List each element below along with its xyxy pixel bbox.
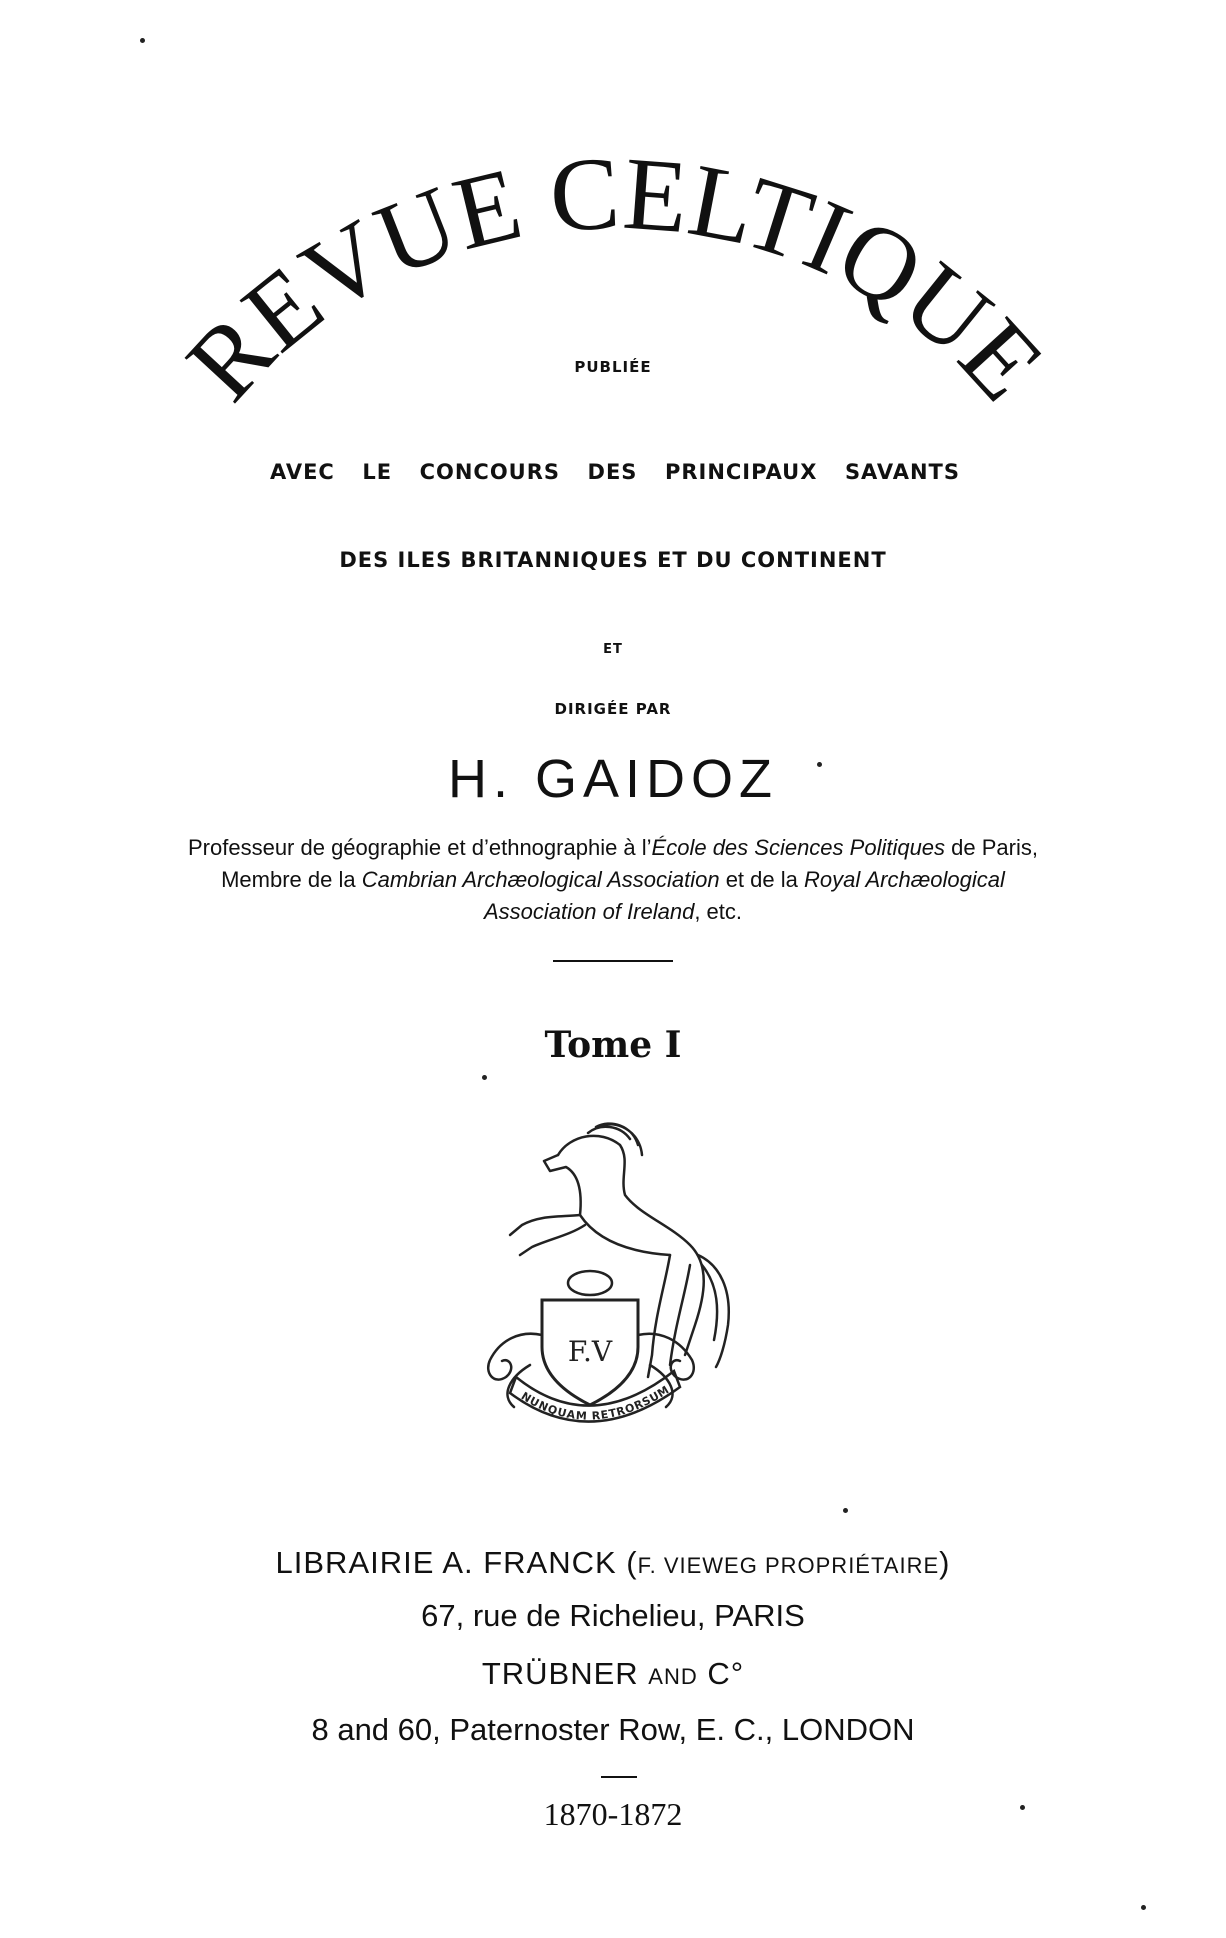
publication-years: 1870-1872 <box>543 1796 683 1832</box>
affil-italic: Association of Ireland <box>483 899 695 924</box>
print-speck <box>1141 1905 1146 1910</box>
affil-italic: Cambrian Archæological Association <box>361 867 720 892</box>
volume-label: Tome I <box>544 1024 682 1066</box>
publisher-address-paris: 67, rue de Richelieu, PARIS <box>421 1598 805 1633</box>
iles-line: DES ILES BRITANNIQUES ET DU CONTINENT <box>339 548 887 572</box>
journal-title <box>165 135 1065 422</box>
affil-italic: Royal Archæological <box>803 867 1005 892</box>
concours-word: LE <box>362 460 393 484</box>
et-label: ET <box>603 642 623 657</box>
publisher-proprietor: F. VIEWEG PROPRIÉTAIRE <box>637 1553 940 1578</box>
emblem-motto-text: NUNQUAM RETRORSUM <box>518 1383 672 1423</box>
affil-text: et de la <box>719 867 804 892</box>
affil-text: , etc. <box>694 899 743 924</box>
affil-text: de Paris, <box>945 835 1038 860</box>
publisher-line-1 <box>0 1545 1226 1581</box>
author-name: H. GAIDOZ <box>447 749 778 809</box>
emblem-monogram: F.V <box>567 1335 613 1368</box>
co-publisher-co: C° <box>697 1656 745 1691</box>
short-rule <box>601 1776 637 1778</box>
horse-emblem-icon <box>470 1115 750 1435</box>
concours-word: AVEC <box>270 460 335 484</box>
publiee-label: PUBLIÉE <box>574 358 652 376</box>
publisher-paren: ) <box>939 1545 951 1580</box>
publisher-address-london: 8 and 60, Paternoster Row, E. C., LONDON <box>311 1712 915 1747</box>
publisher-line-3 <box>0 1656 1226 1692</box>
concours-word: PRINCIPAUX <box>664 460 818 484</box>
concours-line <box>270 460 960 484</box>
affil-text: Membre de la <box>221 867 362 892</box>
print-speck <box>1020 1805 1025 1810</box>
journal-title-text: REVUE CELTIQUE <box>164 135 1066 422</box>
affil-text: Professeur de géographie et d’ethnographie à l’ <box>188 835 652 860</box>
concours-word: SAVANTS <box>844 460 960 484</box>
print-speck <box>140 38 145 43</box>
author-affiliation <box>0 832 1226 928</box>
affil-italic: École des Sciences Politiques <box>651 835 946 860</box>
print-speck <box>482 1075 487 1080</box>
print-speck <box>843 1508 848 1513</box>
co-publisher-name: TRÜBNER <box>481 1656 649 1691</box>
affiliation-line-2 <box>0 864 1226 896</box>
affiliation-line-3 <box>0 896 1226 928</box>
co-publisher-and: AND <box>648 1664 698 1689</box>
concours-word: DES <box>587 460 638 484</box>
publisher-name: LIBRAIRIE A. FRANCK ( <box>275 1545 638 1580</box>
divider-rule <box>553 960 673 962</box>
affiliation-line-1 <box>0 832 1226 864</box>
concours-word: CONCOURS <box>419 460 561 484</box>
dirige-par-label: DIRIGÉE PAR <box>554 700 672 718</box>
print-speck <box>817 762 822 767</box>
